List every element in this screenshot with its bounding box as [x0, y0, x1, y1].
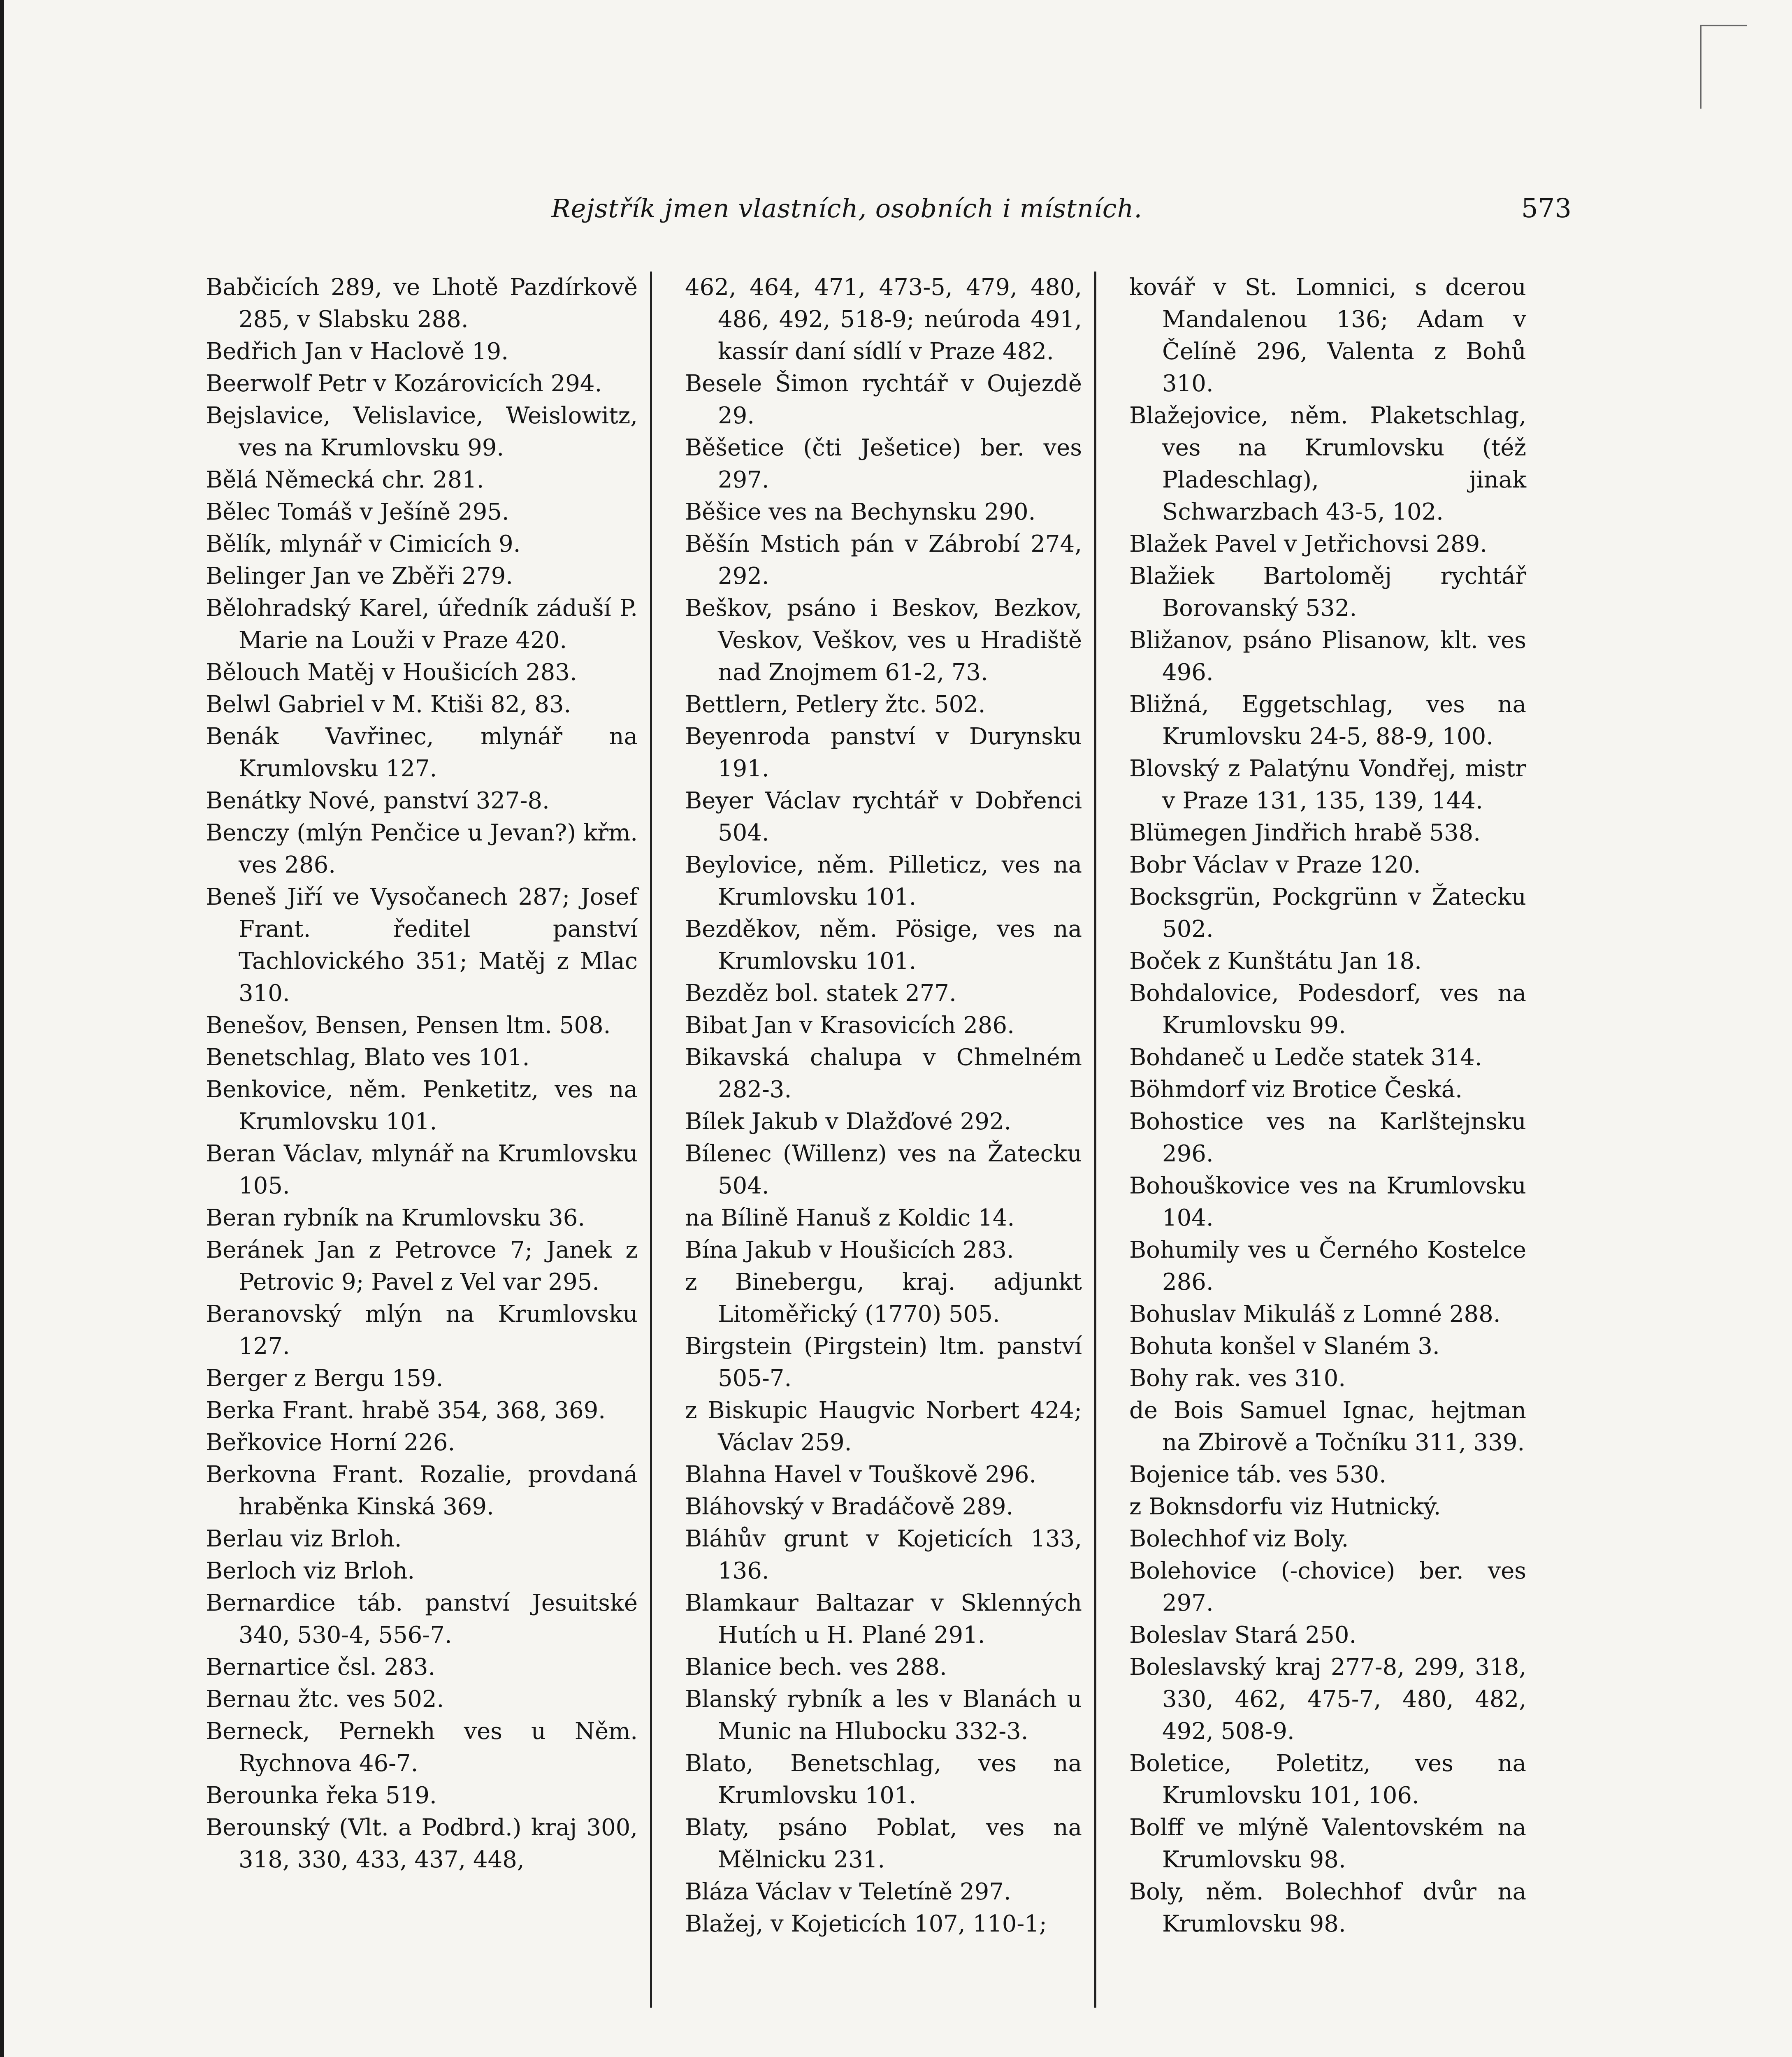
- index-entry: Bohuslav Mikuláš z Lomné 288.: [1129, 1301, 1501, 1328]
- index-entry: Boletice, Poletitz, ves na Krumlovsku 101, 106.: [1129, 1750, 1526, 1809]
- index-entry: Berger z Bergu 159.: [206, 1365, 443, 1392]
- index-entry: Beškov, psáno i Beskov, Bezkov, Veskov, Veškov, ves u Hradiště nad Znojmem 61-2, 73.: [685, 595, 1082, 686]
- index-entry: Bikavská chalupa v Chmelném 282-3.: [685, 1044, 1082, 1103]
- index-entry: Berneck, Pernekh ves u Něm. Rychnova 46-7.: [206, 1718, 638, 1777]
- index-entry: Beylovice, něm. Pilleticz, ves na Krumlovsku 101.: [685, 852, 1082, 910]
- index-entry: Benák Vavřinec, mlynář na Krumlovsku 127.: [206, 723, 638, 782]
- index-entry: Bližanov, psáno Plisanow, klt. ves 496.: [1129, 627, 1526, 686]
- index-entry: Bína Jakub v Houšicích 283.: [685, 1237, 1014, 1263]
- index-entry: Bílenec (Willenz) ves na Žatecku 504.: [685, 1140, 1082, 1199]
- index-entry: Bolehovice (-chovice) ber. ves 297.: [1129, 1558, 1526, 1616]
- index-entry: Blažej, v Kojeticích 107, 110-1;: [685, 1911, 1047, 1937]
- index-entry: Blaty, psáno Poblat, ves na Mělnicku 231.: [685, 1814, 1082, 1873]
- index-entry: Boleslavský kraj 277-8, 299, 318, 330, 462, 475-7, 480, 482, 492, 508-9.: [1129, 1654, 1526, 1745]
- index-entry: Beyer Václav rychtář v Dobřenci 504.: [685, 787, 1082, 846]
- index-entry: z Biskupic Haugvic Norbert 424; Václav 259.: [685, 1397, 1082, 1456]
- index-entry: Besele Šimon rychtář v Oujezdě 29.: [685, 370, 1082, 429]
- index-entry: Beran rybník na Krumlovsku 36.: [206, 1205, 585, 1231]
- index-entry: Bělík, mlynář v Cimicích 9.: [206, 531, 521, 557]
- index-entry: Benátky Nové, panství 327-8.: [206, 787, 550, 814]
- index-entry: Blamkaur Baltazar v Sklenných Hutích u H. Plané 291.: [685, 1590, 1082, 1648]
- index-column-2: [650, 272, 1094, 2008]
- index-entry: Beran Václav, mlynář na Krumlovsku 105.: [206, 1140, 638, 1199]
- index-entry: Beneš Jiří ve Vysočanech 287; Josef Frant. ředitel panství Tachlovického 351; Matěj z Mlac 310.: [206, 884, 638, 1007]
- index-entry: kovář v St. Lomnici, s dcerou Mandalenou 136; Adam v Čelíně 296, Valenta z Bohů 310.: [1129, 274, 1526, 397]
- index-entry: Blovský z Palatýnu Vondřej, mistr v Praze 131, 135, 139, 144.: [1129, 755, 1526, 814]
- index-entry: Böhmdorf viz Brotice Česká.: [1129, 1076, 1462, 1103]
- index-entry: Běšín Mstich pán v Zábrobí 274, 292.: [685, 531, 1082, 590]
- running-title: Rejstřík jmen vlastních, osobních i místních.: [551, 193, 1143, 223]
- index-entry: Bedřich Jan v Haclově 19.: [206, 338, 509, 365]
- index-entry: Bělouch Matěj v Houšicích 283.: [206, 659, 577, 686]
- index-entry: Bělohradský Karel, úředník záduší P. Marie na Louži v Praze 420.: [206, 595, 638, 654]
- scan-corner-mark: [1700, 25, 1747, 109]
- index-entry: Běšice ves na Bechynsku 290.: [685, 499, 1036, 525]
- index-entry: Blažek Pavel v Jetřichovsi 289.: [1129, 531, 1487, 557]
- index-entry: Bernau žtc. ves 502.: [206, 1686, 444, 1713]
- index-entry: Beerwolf Petr v Kozárovicích 294.: [206, 370, 602, 397]
- index-entry: Belwl Gabriel v M. Ktiši 82, 83.: [206, 691, 571, 718]
- index-entry: Berlau viz Brloh.: [206, 1525, 402, 1552]
- index-entry: Bohy rak. ves 310.: [1129, 1365, 1346, 1392]
- index-entry: Bejslavice, Velislavice, Weislowitz, ves na Krumlovsku 99.: [206, 402, 638, 461]
- index-entry: Benešov, Bensen, Pensen ltm. 508.: [206, 1012, 611, 1039]
- index-entry: Blažiek Bartoloměj rychtář Borovanský 532.: [1129, 563, 1526, 622]
- index-entry: Bláza Václav v Teletíně 297.: [685, 1878, 1011, 1905]
- index-entry: Bližná, Eggetschlag, ves na Krumlovsku 24-5, 88-9, 100.: [1129, 691, 1526, 750]
- index-entry: Bohouškovice ves na Krumlovsku 104.: [1129, 1172, 1526, 1231]
- index-entry: Bezděkov, něm. Pösige, ves na Krumlovsku 101.: [685, 916, 1082, 975]
- index-column-3: [1094, 272, 1539, 2008]
- index-entry: Boleslav Stará 250.: [1129, 1622, 1357, 1648]
- index-entry: Blanský rybník a les v Blanách u Munic na Hlubocku 332-3.: [685, 1686, 1082, 1745]
- index-entry: Bernardice táb. panství Jesuitské 340, 530-4, 556-7.: [206, 1590, 638, 1648]
- index-entry: Blato, Benetschlag, ves na Krumlovsku 101.: [685, 1750, 1082, 1809]
- index-entry: Blažejovice, něm. Plaketschlag, ves na Krumlovsku (též Pladeschlag), jinak Schwarzbach 43-5, 102.: [1129, 402, 1526, 525]
- index-entry: z Boknsdorfu viz Hutnický.: [1129, 1493, 1441, 1520]
- index-entry: z Binebergu, kraj. adjunkt Litoměřický (1770) 505.: [685, 1269, 1082, 1328]
- index-entry: Bolff ve mlýně Valentovském na Krumlovsku 98.: [1129, 1814, 1526, 1873]
- index-entry: Belinger Jan ve Zběři 279.: [206, 563, 513, 590]
- index-entry: Bláhův grunt v Kojeticích 133, 136.: [685, 1525, 1082, 1584]
- index-entry: Benkovice, něm. Penketitz, ves na Krumlovsku 101.: [206, 1076, 638, 1135]
- index-entry: Berkovna Frant. Rozalie, provdaná hraběnka Kinská 369.: [206, 1461, 638, 1520]
- index-entry: Bohostice ves na Karlštejnsku 296.: [1129, 1108, 1526, 1167]
- index-entry: Berounský (Vlt. a Podbrd.) kraj 300, 318, 330, 433, 437, 448,: [206, 1814, 638, 1873]
- page-header: [551, 193, 1571, 239]
- index-entry: na Bílině Hanuš z Koldic 14.: [685, 1205, 1015, 1231]
- index-entry: Běšetice (čti Ješetice) ber. ves 297.: [685, 434, 1082, 493]
- index-entry: Berka Frant. hrabě 354, 368, 369.: [206, 1397, 606, 1424]
- index-entry: Bocksgrün, Pockgrünn v Žatecku 502.: [1129, 884, 1526, 943]
- index-entry: Birgstein (Pirgstein) ltm. panství 505-7.: [685, 1333, 1082, 1392]
- index-entry: Bobr Václav v Praze 120.: [1129, 852, 1421, 878]
- index-entry: Blanice bech. ves 288.: [685, 1654, 947, 1681]
- page-number: 573: [1521, 193, 1571, 224]
- index-entry: Berloch viz Brloh.: [206, 1558, 415, 1584]
- index-entry: Beřkovice Horní 226.: [206, 1429, 455, 1456]
- index-entry: de Bois Samuel Ignac, hejtman na Zbirově a Točníku 311, 339.: [1129, 1397, 1526, 1456]
- index-entry: Bohuta konšel v Slaném 3.: [1129, 1333, 1440, 1360]
- index-entry: Beránek Jan z Petrovce 7; Janek z Petrovic 9; Pavel z Vel var 295.: [206, 1237, 638, 1295]
- index-entry: Benetschlag, Blato ves 101.: [206, 1044, 530, 1071]
- index-columns: [206, 272, 1539, 2008]
- index-entry: Bláhovský v Bradáčově 289.: [685, 1493, 1014, 1520]
- index-entry: Babčicích 289, ve Lhotě Pazdírkově 285, v Slabsku 288.: [206, 274, 638, 333]
- index-entry: Benczy (mlýn Penčice u Jevan?) křm. ves 286.: [206, 820, 638, 878]
- index-entry: Bělec Tomáš v Ješíně 295.: [206, 499, 509, 525]
- index-entry: Bohumily ves u Černého Kostelce 286.: [1129, 1237, 1526, 1295]
- index-entry: Boly, něm. Bolechhof dvůr na Krumlovsku 98.: [1129, 1878, 1526, 1937]
- index-entry: Bělá Německá chr. 281.: [206, 467, 484, 493]
- index-entry: Bibat Jan v Krasovicích 286.: [685, 1012, 1014, 1039]
- index-entry: Boček z Kunštátu Jan 18.: [1129, 948, 1422, 975]
- index-entry: Bezděz bol. statek 277.: [685, 980, 956, 1007]
- index-entry: Bohdalovice, Podesdorf, ves na Krumlovsku 99.: [1129, 980, 1526, 1039]
- index-entry: Bohdaneč u Ledče statek 314.: [1129, 1044, 1482, 1071]
- index-entry: Bernartice čsl. 283.: [206, 1654, 436, 1681]
- index-entry: Bettlern, Petlery žtc. 502.: [685, 691, 986, 718]
- index-entry: Bílek Jakub v Dlažďové 292.: [685, 1108, 1012, 1135]
- index-entry: Bolechhof viz Boly.: [1129, 1525, 1349, 1552]
- index-entry: Blahna Havel v Touškově 296.: [685, 1461, 1037, 1488]
- index-entry: 462, 464, 471, 473-5, 479, 480, 486, 492, 518-9; neúroda 491, kassír daní sídlí v Praze 482.: [685, 274, 1082, 365]
- index-entry: Blümegen Jindřich hrabě 538.: [1129, 820, 1481, 846]
- index-entry: Berounka řeka 519.: [206, 1782, 437, 1809]
- index-column-1: [206, 272, 650, 2008]
- index-entry: Beyenroda panství v Durynsku 191.: [685, 723, 1082, 782]
- index-entry: Beranovský mlýn na Krumlovsku 127.: [206, 1301, 638, 1360]
- index-entry: Bojenice táb. ves 530.: [1129, 1461, 1386, 1488]
